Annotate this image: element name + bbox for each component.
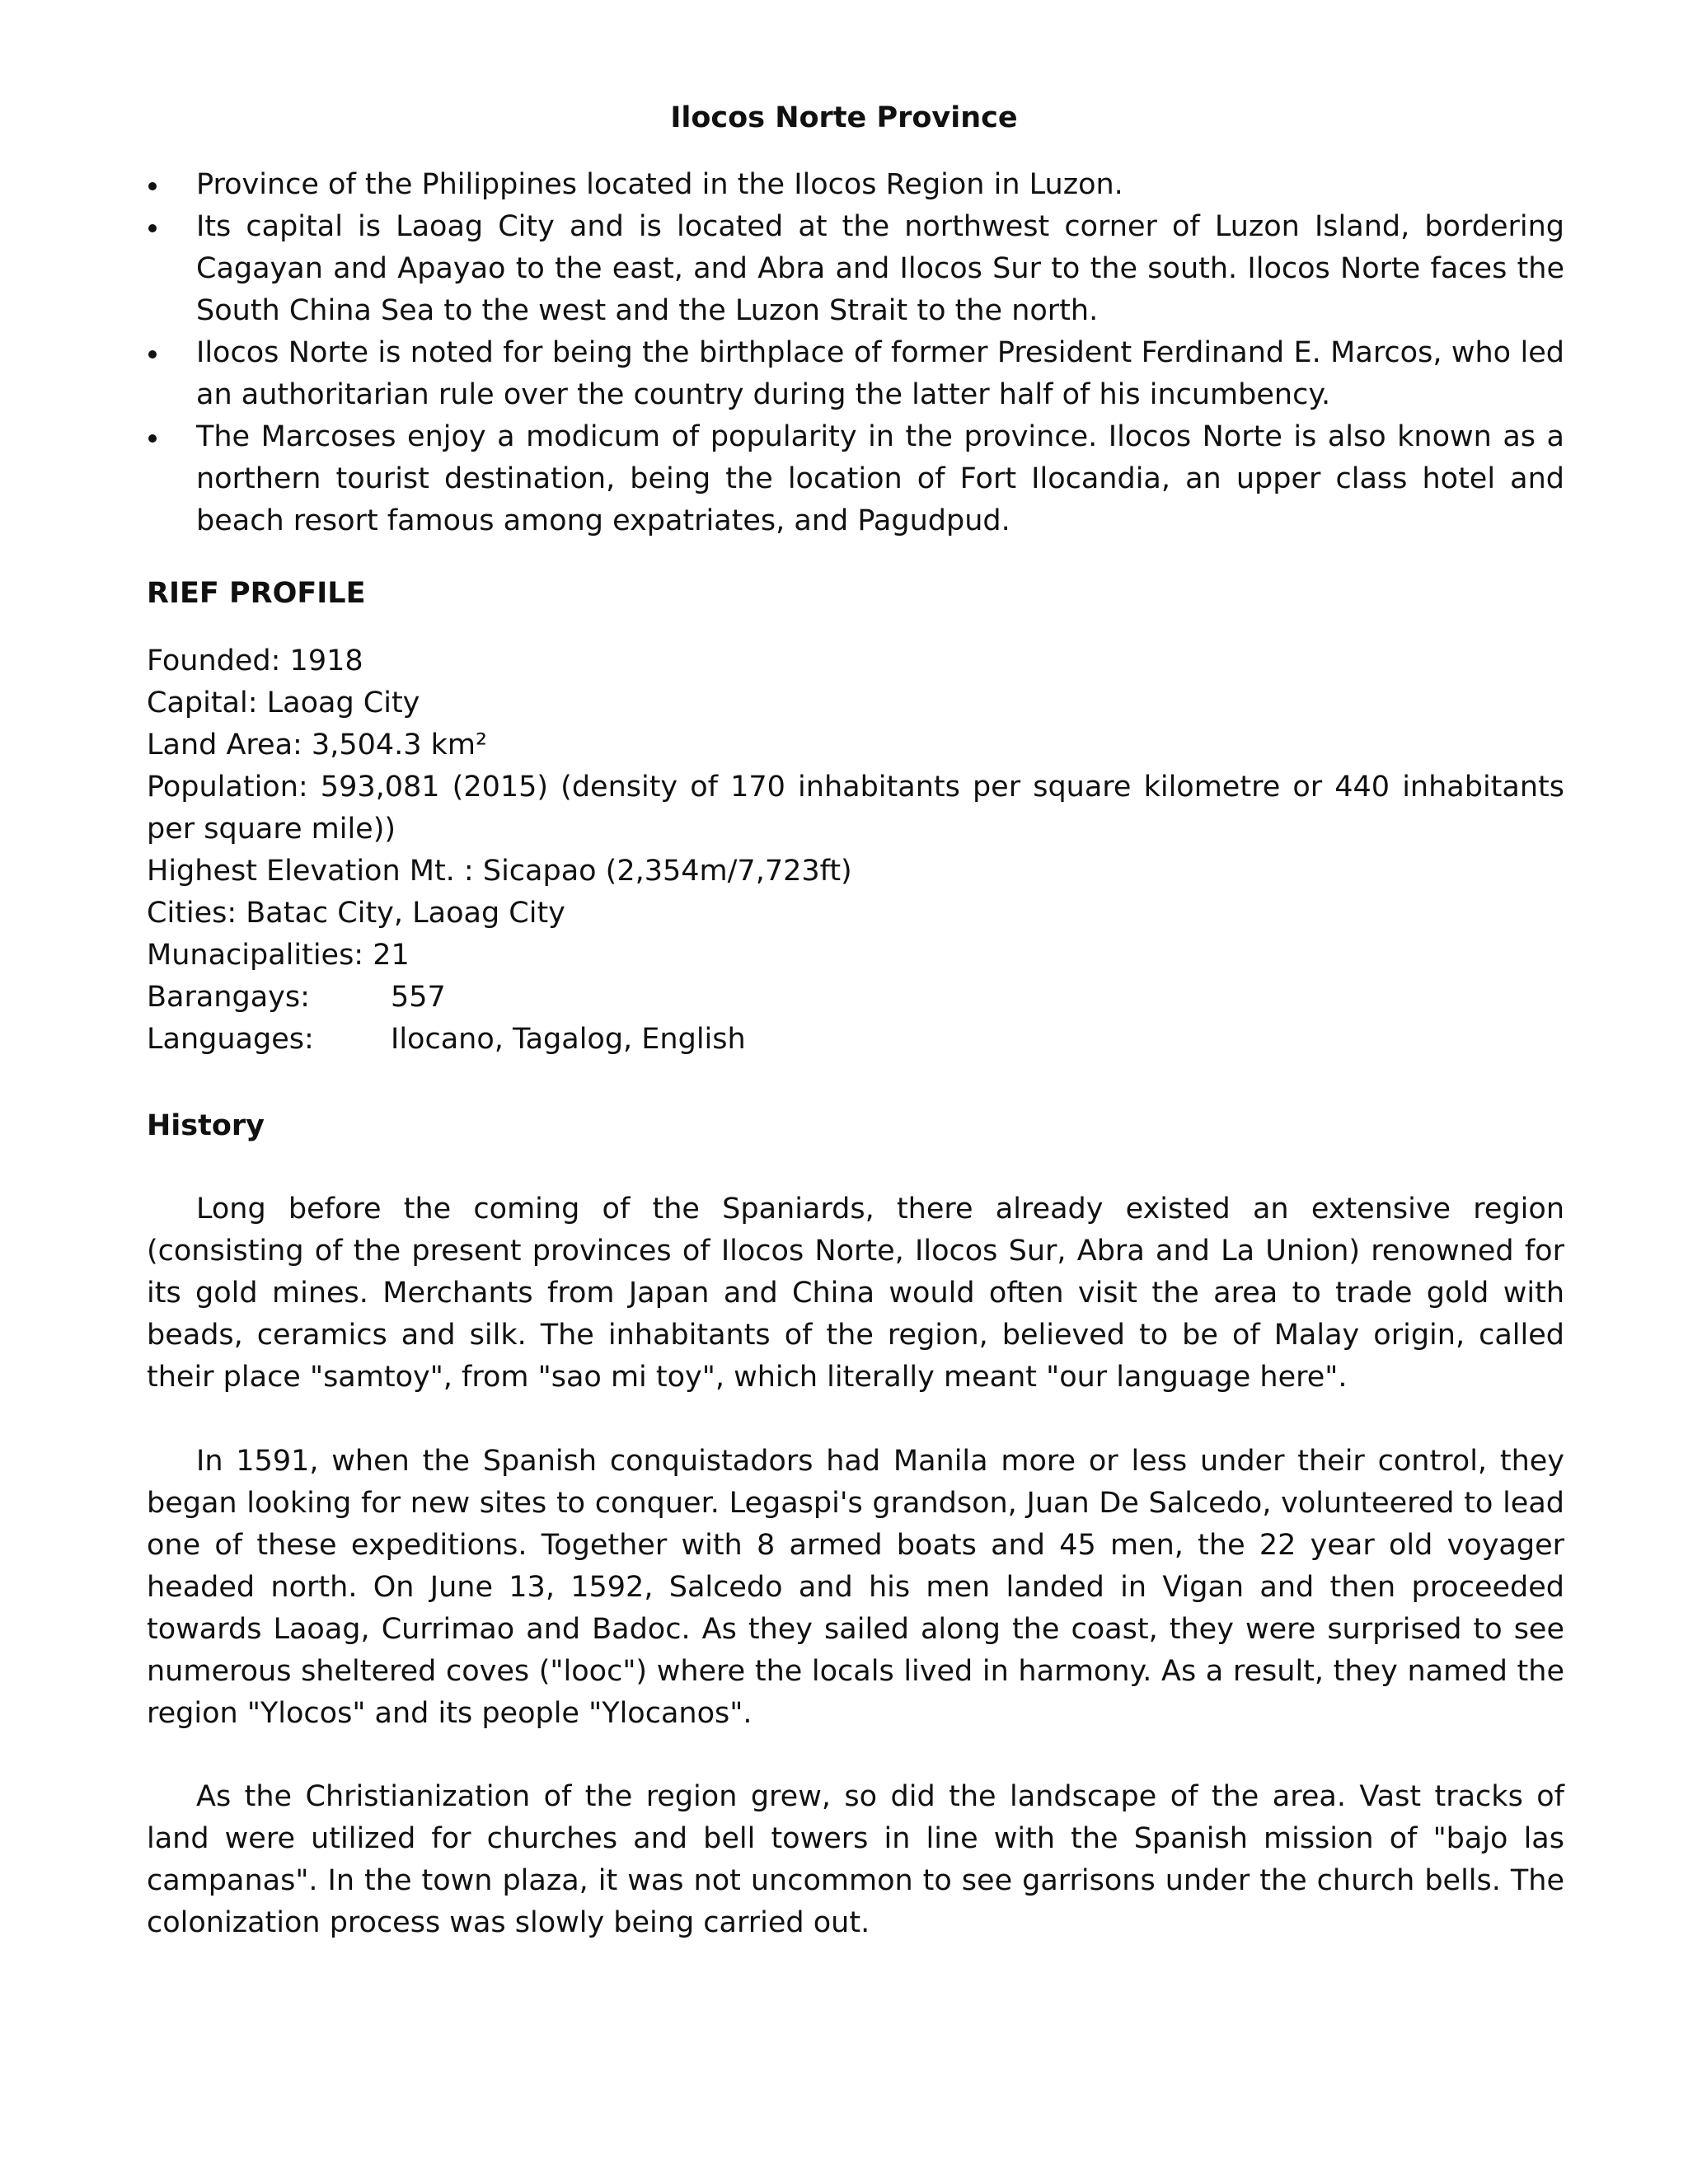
profile-languages <box>147 1019 1564 1061</box>
bullet-item <box>147 164 1564 206</box>
intro-bullet-list <box>147 164 1564 542</box>
profile-barangays <box>147 977 1564 1019</box>
bullet-item <box>147 206 1564 332</box>
bullet-icon <box>148 224 157 232</box>
bullet-icon <box>148 182 157 190</box>
profile-land-area: Land Area: 3,504.3 km² <box>147 729 488 762</box>
profile-municipalities: Munacipalities: 21 <box>147 939 410 972</box>
bullet-text: The Marcoses enjoy a modicum of popularity in the province. Ilocos Norte is also known as a northern tourist destination, being the location of Fort Ilocandia, an upper class hotel and beach resort famous among expatriates, and Pagudpud. <box>196 420 1564 537</box>
bullet-text: Province of the Philippines located in the Ilocos Region in Luzon. <box>196 168 1123 201</box>
languages-label: Languages: <box>147 1023 314 1056</box>
bullet-icon <box>148 434 157 443</box>
barangays-label: Barangays: <box>147 981 310 1014</box>
bullet-text: Its capital is Laoag City and is located at the northwest corner of Luzon Island, bordering Cagayan and Apayao to the east, and Abra and Ilocos Sur to the south. Ilocos Norte faces the South China Sea to the west and the Luzon Strait to the north. <box>196 210 1564 327</box>
profile-population: Population: 593,081 (2015) (density of 170 inhabitants per square kilometre or 440 inhabitants per square mile)) <box>147 771 1564 846</box>
bullet-item <box>147 332 1564 416</box>
bullet-item <box>147 416 1564 542</box>
profile-founded: Founded: 1918 <box>147 644 363 677</box>
history-paragraph: In 1591, when the Spanish conquistadors had Manila more or less under their control, they began looking for new sites to conquer. Legaspi's grandson, Juan De Salcedo, volunteered to lead one of these expeditions. Together with 8 armed boats and 45 men, the 22 year old voyager headed north. On June 13, 1592, Salcedo and his men landed in Vigan and then proceeded towards Laoag, Currimao and Badoc. As they sailed along the coast, they were surprised to see numerous sheltered coves ("looc") where the locals lived in harmony. As a result, they named the region "Ylocos" and its people "Ylocanos". <box>147 1445 1564 1730</box>
languages-value: Ilocano, Tagalog, English <box>391 1023 746 1056</box>
history-paragraph: As the Christianization of the region grew, so did the landscape of the area. Vast tracks of land were utilized for churches and bell towers in line with the Spanish mission of "bajo las campanas". In the town plaza, it was not uncommon to see garrisons under the church bells. The colonization process was slowly being carried out. <box>147 1780 1564 1939</box>
profile-section <box>147 640 1564 1061</box>
profile-capital: Capital: Laoag City <box>147 687 420 719</box>
profile-cities: Cities: Batac City, Laoag City <box>147 897 565 930</box>
bullet-icon <box>148 350 157 359</box>
bullet-text: Ilocos Norte is noted for being the birthplace of former President Ferdinand E. Marcos, who led an authoritarian rule over the country during the latter half of his incumbency. <box>196 336 1564 411</box>
history-paragraph: Long before the coming of the Spaniards, there already existed an extensive region (consisting of the present provinces of Ilocos Norte, Ilocos Sur, Abra and La Union) renowned for its gold mines. Merchants from Japan and China would often visit the area to trade gold with beads, ceramics and silk. The inhabitants of the region, believed to be of Malay origin, called their place "samtoy", from "sao mi toy", which literally meant "our language here". <box>147 1193 1564 1394</box>
document-title: Ilocos Norte Province <box>670 101 1018 134</box>
history-heading: History <box>147 1109 265 1142</box>
profile-heading: RIEF PROFILE <box>147 577 366 610</box>
profile-elevation: Highest Elevation Mt. : Sicapao (2,354m/7,723ft) <box>147 855 852 888</box>
barangays-value: 557 <box>391 981 446 1014</box>
